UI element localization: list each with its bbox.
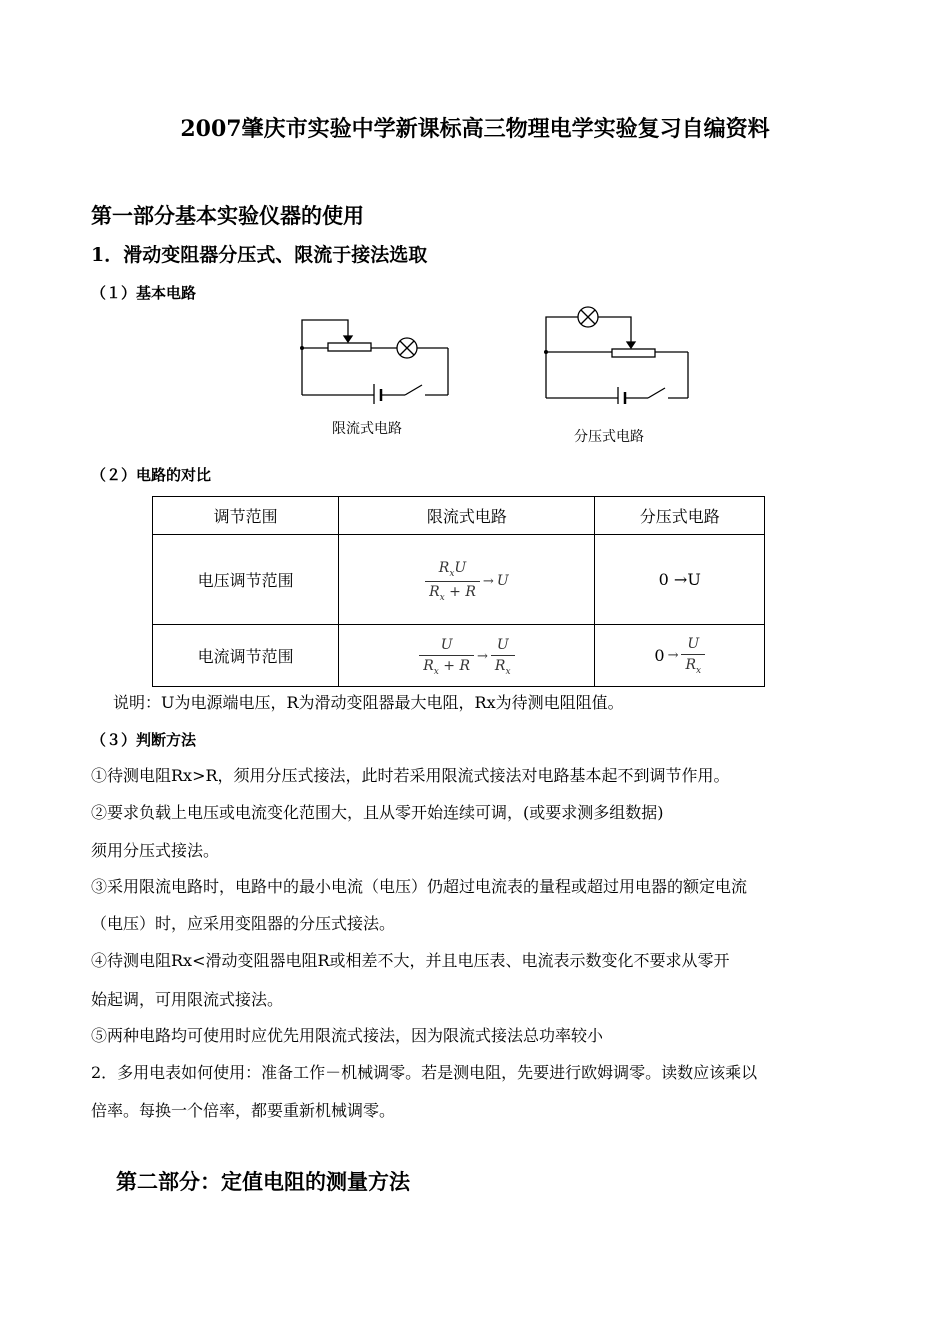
sub3-heading: （３）判断方法 xyxy=(91,731,197,749)
section2-line-1: 2．多用电表如何使用：准备工作－机械调零。若是测电阻，先要进行欧姆调零。读数应该乘以 xyxy=(91,1063,758,1082)
rule-4: ④待测电阻Rx<滑动变阻器电阻R或相差不大，并且电压表、电流表示数变化不要求从零开 xyxy=(91,951,730,970)
table-header-row xyxy=(153,497,765,535)
current-divider-formula: 0 → $\frac{U}{R_x}$ xyxy=(595,625,765,687)
rule-3: ③采用限流电路时，电路中的最小电流（电压）仍超过电流表的量程或超过用电器的额定电流 xyxy=(91,877,748,896)
current-limit-formula: $\frac{U}{R_x + R}$ → $\frac{U}{R_x}$ xyxy=(339,625,595,687)
section1-heading: 1．滑动变阻器分压式、限流于接法选取 xyxy=(91,244,428,266)
rule-2-cont: 须用分压式接法。 xyxy=(91,841,220,860)
limit-circuit-diagram xyxy=(295,312,460,404)
slider-wire xyxy=(302,320,348,348)
slider-wire xyxy=(598,317,631,344)
voltage-limit-formula: $\frac{R_xU}{R_x + R}$ → U xyxy=(339,535,595,625)
slider-arrow xyxy=(627,342,635,348)
voltage-divider-range: 0 →U xyxy=(595,535,765,625)
sub2-heading: （２）电路的对比 xyxy=(91,466,212,484)
limit-circuit-caption: 限流式电路 xyxy=(332,421,402,437)
comparison-table xyxy=(152,496,765,687)
divider-circuit-caption: 分压式电路 xyxy=(574,429,644,445)
header-cell: 分压式电路 xyxy=(595,497,765,535)
rheostat xyxy=(612,349,655,357)
rheostat xyxy=(328,343,371,351)
sub1-heading: （１）基本电路 xyxy=(91,284,197,302)
part1-heading: 第一部分基本实验仪器的使用 xyxy=(91,203,364,228)
rule-3-cont: （电压）时，应采用变阻器的分压式接法。 xyxy=(91,914,396,933)
document-title: 2007肇庆市实验中学新课标高三物理电学实验复习自编资料 xyxy=(180,116,770,142)
part2-heading: 第二部分：定值电阻的测量方法 xyxy=(116,1169,410,1194)
switch xyxy=(648,388,665,398)
row-label: 电压调节范围 xyxy=(153,535,339,625)
section2-line-2: 倍率。每换一个倍率，都要重新机械调零。 xyxy=(91,1101,396,1120)
rule-4-cont: 始起调，可用限流式接法。 xyxy=(91,990,284,1009)
divider-circuit-diagram xyxy=(540,304,700,404)
rule-1: ①待测电阻Rx>R，须用分压式接法，此时若采用限流式接法对电路基本起不到调节作用。 xyxy=(91,766,730,785)
rule-2: ②要求负载上电压或电流变化范围大，且从零开始连续可调，(或要求测多组数据) xyxy=(91,803,664,822)
header-cell: 调节范围 xyxy=(153,497,339,535)
table-note: 说明：U为电源端电压，R为滑动变阻器最大电阻，Rx为待测电阻阻值。 xyxy=(113,693,624,712)
slider-arrow xyxy=(344,336,352,342)
rule-5: ⑤两种电路均可使用时应优先用限流式接法，因为限流式接法总功率较小 xyxy=(91,1026,604,1045)
switch xyxy=(405,385,422,395)
table-row-voltage xyxy=(153,535,765,625)
table-row-current xyxy=(153,625,765,687)
header-cell: 限流式电路 xyxy=(339,497,595,535)
row-label: 电流调节范围 xyxy=(153,625,339,687)
